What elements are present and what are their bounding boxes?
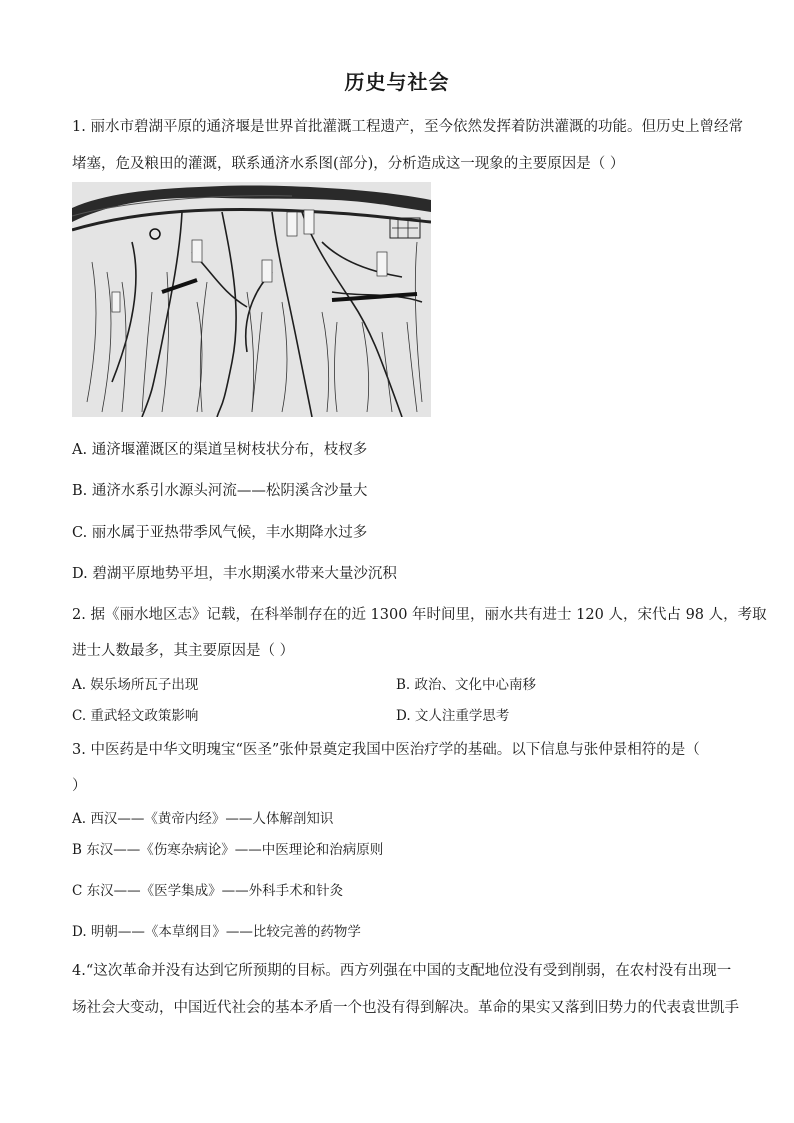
question-2-option-d: D. 文人注重学思考	[396, 708, 510, 724]
question-4-line-2: 场社会大变动，中国近代社会的基本矛盾一个也没有得到解决。革命的果实又落到旧势力的代表袁世凯手	[72, 1000, 739, 1016]
question-1-option-b: B. 通济水系引水源头河流——松阴溪含沙量大	[72, 483, 368, 499]
question-3-option-b: B 东汉——《伤寒杂病论》——中医理论和治病原则	[72, 842, 384, 858]
water-system-map	[72, 182, 431, 417]
question-2-option-a: A. 娱乐场所瓦子出现	[72, 677, 199, 693]
question-2-line-1: 2. 据《丽水地区志》记载，在科举制存在的近 1300 年时间里，丽水共有进士 120 人，宋代占 98 人，考取	[72, 607, 767, 623]
question-3-option-d: D. 明朝——《本草纲目》——比较完善的药物学	[72, 924, 361, 940]
question-2-line-2: 进士人数最多，其主要原因是（ ）	[72, 643, 295, 659]
question-4-line-1: 4.“这次革命并没有达到它所预期的目标。西方列强在中国的支配地位没有受到削弱，在农村没有出现一	[72, 963, 732, 979]
page-title: 历史与社会	[344, 70, 450, 94]
question-3-option-a: A. 西汉——《黄帝内经》——人体解剖知识	[72, 811, 334, 827]
question-1-option-a: A. 通济堰灌溉区的渠道呈树枝状分布，枝杈多	[72, 442, 368, 458]
question-3-option-c: C 东汉——《医学集成》——外科手术和针灸	[72, 883, 344, 899]
question-3-line-2: ）	[72, 778, 87, 794]
question-1-option-c: C. 丽水属于亚热带季风气候，丰水期降水过多	[72, 525, 368, 541]
question-1-line-1: 1. 丽水市碧湖平原的通济堰是世界首批灌溉工程遗产，至今依然发挥着防洪灌溉的功能。但历史上曾经常	[72, 119, 743, 135]
question-2-option-c: C. 重武轻文政策影响	[72, 708, 199, 724]
question-2-option-b: B. 政治、文化中心南移	[396, 677, 537, 693]
question-1-option-d: D. 碧湖平原地势平坦，丰水期溪水带来大量沙沉积	[72, 566, 397, 582]
question-3-line-1: 3. 中医药是中华文明瑰宝“医圣”张仲景奠定我国中医治疗学的基础。以下信息与张仲景相符的是（	[72, 742, 700, 758]
question-1-line-2: 堵塞，危及粮田的灌溉，联系通济水系图(部分)，分析造成这一现象的主要原因是（ ）	[72, 156, 625, 172]
